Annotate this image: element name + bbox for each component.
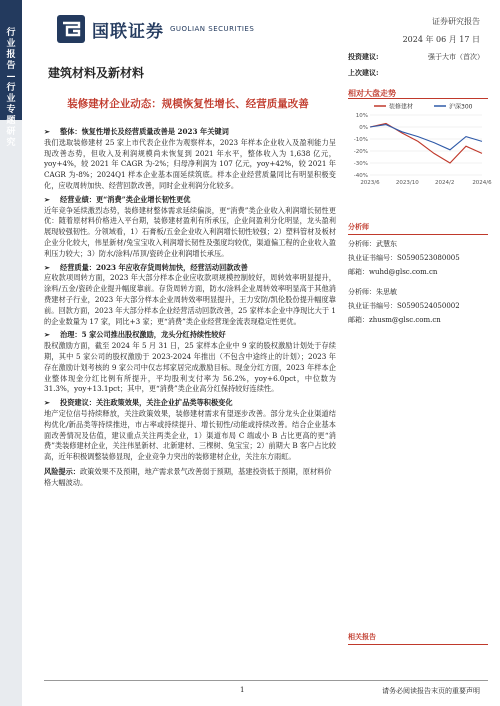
brand-logo bbox=[56, 14, 254, 44]
analyst-cert: 执业证书编号：S0590523080005 bbox=[348, 254, 460, 262]
sidebar-category-label: 行业报告—行业专题研究 bbox=[6, 28, 16, 148]
analyst-email[interactable]: 邮箱：zhusm@glsc.com.cn bbox=[348, 316, 441, 324]
invest-rating-value: 强于大市（首次） bbox=[428, 53, 484, 61]
section-arrow-icon: ➢ bbox=[44, 194, 51, 204]
footer-disclaimer: 请务必阅读报告末页的重要声明 bbox=[382, 687, 480, 695]
section-head-4: ➢ 治理：5 家公司推出股权激励，龙头分红持续性较好 bbox=[44, 330, 226, 340]
series-line bbox=[370, 123, 482, 163]
analyst-head: 分析师 bbox=[348, 222, 488, 235]
section-arrow-icon: ➢ bbox=[44, 398, 51, 408]
section-body-5: 地产定位信号持续释放，关注政策效果，装修建材需求有望逐步改善。部分龙头企业渠道结构优化/新品类等持续推进，市占率或持续提升、增长韧性/动能或持续改善。结合企业基本面改善情况及估值，建议重点关注两类企业，1）渠道布局 C 端或小 B 占比更高的更“消费”类装修建材企业，关注伟星新材、北新建材、三棵树、兔宝宝；2）前期大 B 客户占比较高，近年积极调整装修显现，企业竞争力突出的装修建材企业，关注东方雨虹。 bbox=[44, 408, 336, 462]
analyst-panel bbox=[348, 222, 488, 329]
analyst-name: 分析师：朱思敏 bbox=[348, 288, 397, 296]
analyst-name: 分析师：武慧东 bbox=[348, 240, 397, 248]
x-tick-label: 2023/6 bbox=[360, 180, 380, 186]
related-reports-head: 相关报告 bbox=[348, 632, 488, 645]
last-rating-row bbox=[348, 68, 484, 78]
left-sidebar bbox=[0, 0, 22, 706]
y-tick-label: -40% bbox=[353, 173, 368, 179]
last-rating-label: 上次建议: bbox=[348, 68, 379, 77]
rating-panel bbox=[348, 52, 484, 84]
section-head-2: ➢ 经营业绩：更“消费”类企业增长韧性更优 bbox=[44, 194, 191, 204]
section-head-3: ➢ 经营质量：2023 年应收存货周转加快，经营活动回款改善 bbox=[44, 262, 248, 272]
section-body-1: 我们选取装修建材 25 家上市代表企业作为观察样本，2023 年样本企业收入及盈利能力呈现改善态势，但收入及利润规模尚未恢复到 2021 年水平，整体收入为 1,638 亿元，yoy+4%，较 2021 年 CAGR 为-2%；归母净利润为 107 亿元，yoy+42%，较 2021 年 CAGR 为-8%；2024Q1 样本企业基本面延续筑底。样本企业经营质量同比有明显积极变化，应收周转加快、经营回款改善，同时企业利润分化较多。 bbox=[44, 137, 336, 190]
report-type: 证券研究报告 bbox=[432, 17, 480, 26]
x-tick-label: 2023/10 bbox=[395, 180, 419, 186]
chart-svg bbox=[348, 99, 492, 189]
page-number: 1 bbox=[240, 686, 245, 694]
chart-title: 相对大盘走势 bbox=[348, 88, 396, 98]
legend-label: 沪深300 bbox=[449, 103, 473, 111]
report-headline: 装修建材企业动态：规模恢复性增长、经营质量改善 bbox=[67, 98, 309, 110]
footer-divider bbox=[44, 680, 488, 681]
y-tick-label: -10% bbox=[353, 137, 368, 143]
invest-rating-row bbox=[348, 52, 484, 62]
brand-name-en: GUOLIAN SECURITIES bbox=[170, 25, 255, 33]
section-head-1: ➢ 整体：恢复性增长及经营质量改善是 2023 年关键词 bbox=[44, 127, 229, 136]
section-arrow-icon: ➢ bbox=[44, 127, 51, 136]
report-date: 2024 年 06 月 17 日 bbox=[402, 35, 480, 44]
y-tick-label: -30% bbox=[353, 161, 368, 167]
invest-rating-label: 投资建议: bbox=[348, 52, 379, 61]
analyst-email[interactable]: 邮箱：wuhd@glsc.com.cn bbox=[348, 268, 438, 276]
brand-name-cn: 国联证券 bbox=[92, 21, 164, 42]
report-body bbox=[44, 124, 336, 489]
legend-label: 装修建材 bbox=[389, 103, 414, 111]
series-line bbox=[370, 125, 482, 150]
section-body-3: 应收款项周转方面，2023 年大部分样本企业应收款项规模控制较好，周转效率明显提升，涂料/五金/瓷砖企业提升幅度靠前。存货周转方面，防水/涂料企业周转效率明显高于其他消费建材子行业，2023 年大部分样本企业周转效率明显提升，王力安防/凯伦股份提升幅度靠前。回款方面，2023 年大部分样本企业经营活动回款改善，25 家样本企业中净现比大于 1 的企业数量为 17 家，同比+3 家；更“消费”类企业经营现金流表现稳定性更优。 bbox=[44, 273, 336, 326]
y-tick-label: -20% bbox=[353, 149, 368, 155]
risk-label: 风险提示： bbox=[44, 466, 80, 476]
relative-performance-chart bbox=[348, 98, 492, 188]
section-head-5: ➢ 投资建议：关注政策效果，关注企业扩品类等积极变化 bbox=[44, 398, 233, 408]
industry-title: 建筑材料及新材料 bbox=[48, 66, 145, 80]
x-tick-label: 2024/2 bbox=[434, 180, 455, 186]
y-tick-label: 0% bbox=[359, 125, 368, 131]
y-tick-label: 10% bbox=[355, 113, 368, 119]
section-arrow-icon: ➢ bbox=[44, 330, 51, 340]
risk-text: 政策效果不及预期，地产需求景气改善弱于预期，基建投资低于预期，原材料价格大幅波动。 bbox=[44, 466, 332, 487]
section-body-4: 股权激励方面，截至 2024 年 5 月 31 日，25 家样本企业中 9 家的股权激励计划处于存续期，其中 5 家公司的股权激励于 2023-2024 年推出（不包含中途终止的计划）；2023 年存在激励计划考核的 9 家公司中仅志邦家居完成激励目标。现金分红方面，2023 年样本企业整体现金分红比例有所提升，平均股利支付率为 56.2%，yoy+6.0pct，中位数为 31.3%，yoy+13.1pct；其中，更“消费”类企业高分红保持较好连续性。 bbox=[44, 341, 336, 394]
risk-warning bbox=[44, 467, 336, 489]
section-arrow-icon: ➢ bbox=[44, 262, 51, 272]
section-body-2: 近年竞争延续激烈态势，装修建材整体需求延续偏淡，更“消费”类企业收入利润增长韧性更优：随着原材料价格进入平台期，装修建材盈利有所承压，企业间盈利分化明显，龙头盈利展现较强韧性。分领域看，1）石膏板/五金企业收入利润增长韧性较强；2）塑料管材及板材企业分化较大，伟星新材/兔宝宝收入利润增长韧性及强度均较优，渠道偏工程的企业收入盈利压力较大；3）防水/涂料/吊顶/瓷砖企业利润增长承压。 bbox=[44, 205, 336, 258]
brand-logo-icon bbox=[56, 14, 86, 44]
x-tick-label: 2024/6 bbox=[472, 180, 492, 186]
analyst-cert: 执业证书编号：S0590524050002 bbox=[348, 302, 460, 310]
